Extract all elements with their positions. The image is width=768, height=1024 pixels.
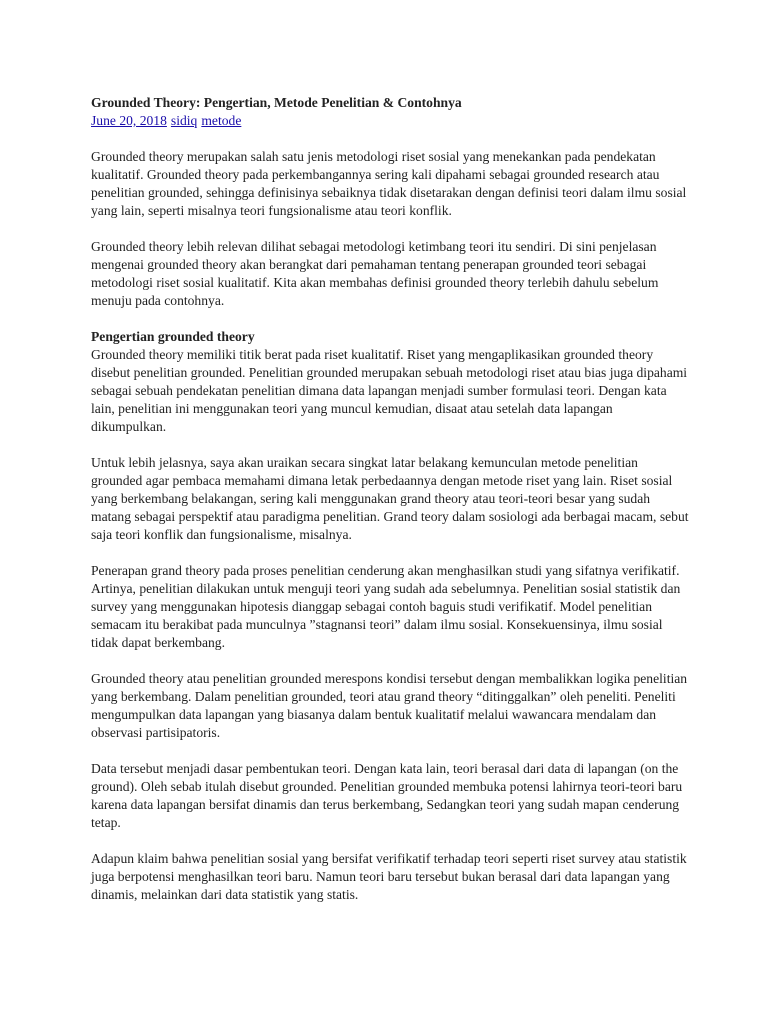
- article: [91, 94, 691, 922]
- body-paragraph: Grounded theory atau penelitian grounded merespons kondisi tersebut dengan membalikkan logika penelitian yang berkembang. Dalam penelitian grounded, teori atau grand theory “ditinggalkan” oleh peneliti. Peneliti mengumpulkan data lapangan yang biasanya dalam bentuk kualitatif melalui wawancara mendalam dan observasi partisipatoris.: [91, 671, 688, 740]
- post-date-link[interactable]: June 20, 2018: [91, 113, 167, 128]
- body-paragraph: Penerapan grand theory pada proses penelitian cenderung akan menghasilkan studi yang sifatnya verifikatif. Artinya, penelitian dilakukan untuk menguji teori yang sudah ada sebelumnya. Penelitian sosial statistik dan survey yang menggunakan hipotesis dianggap sebagai contoh baguis studi verifikatif. Model penelitian semacam itu berakibat pada munculnya ”stagnansi teori” dalam ilmu sosial. Konsekuensinya, ilmu sosial tidak dapat berkembang.: [91, 563, 681, 650]
- intro-paragraph: Grounded theory lebih relevan dilihat sebagai metodologi ketimbang teori itu sendiri. Di sini penjelasan mengenai grounded theory akan berangkat dari pemahaman tentang penerapan grounded teori sebagai metodologi riset sosial kualitatif. Kita akan membahas definisi grounded theory terlebih dahulu sebelum menuju pada contohnya.: [91, 239, 659, 308]
- intro-paragraph: Grounded theory merupakan salah satu jenis metodologi riset sosial yang menekankan pada pendekatan kualitatif. Grounded theory pada perkembangannya sering kali dipahami sebagai grounded research atau penelitian grounded, sehingga definisinya sebaiknya tidak disetarakan dengan definisi teori dalam ilmu sosial yang lain, seperti misalnya teori fungsionalisme atau teori konflik.: [91, 149, 687, 218]
- body-paragraph: Adapun klaim bahwa penelitian sosial yang bersifat verifikatif terhadap teori seperti riset survey atau statistik juga berpotensi menghasilkan teori baru. Namun teori baru tersebut bukan berasal dari data lapangan yang dinamis, melainkan dari data statistik yang statis.: [91, 851, 687, 902]
- body-paragraph: Untuk lebih jelasnya, saya akan uraikan secara singkat latar belakang kemunculan metode penelitian grounded agar pembaca memahami dimana letak perbedaannya dengan metode riset yang lain. Riset sosial yang berkembang belakangan, sering kali menggunakan grand theory atau teori-teori besar yang sudah matang sebagai perspektif atau paradigma penelitian. Grand teory dalam sosiologi ada berbagai macam, sebut saja teori konflik dan fungsionalisme, misalnya.: [91, 455, 689, 542]
- author-link[interactable]: sidiq: [170, 113, 198, 128]
- body-paragraph: Grounded theory memiliki titik berat pada riset kualitatif. Riset yang mengaplikasikan grounded theory disebut penelitian grounded. Penelitian grounded merupakan sebuah metodologi riset atau bias juga dipahami sebagai sebuah pendekatan penelitian dimana data lapangan menjadi sumber formulasi teori. Dengan kata lain, penelitian ini menggunakan teori yang muncul kemudian, disaat atau setelah data lapangan dikumpulkan.: [91, 347, 688, 434]
- section-heading: Pengertian grounded theory: [91, 329, 255, 344]
- body-paragraph: Data tersebut menjadi dasar pembentukan teori. Dengan kata lain, teori berasal dari data di lapangan (on the ground). Oleh sebab itulah disebut grounded. Penelitian grounded membuka potensi lahirnya teori-teori baru karena data lapangan bersifat dinamis dan terus berkembang, Sedangkan teori yang sudah mapan cenderung tetap.: [91, 761, 683, 830]
- article-meta: [91, 112, 691, 130]
- article-title: Grounded Theory: Pengertian, Metode Penelitian & Contohnya: [91, 95, 462, 110]
- category-link[interactable]: metode: [201, 113, 242, 128]
